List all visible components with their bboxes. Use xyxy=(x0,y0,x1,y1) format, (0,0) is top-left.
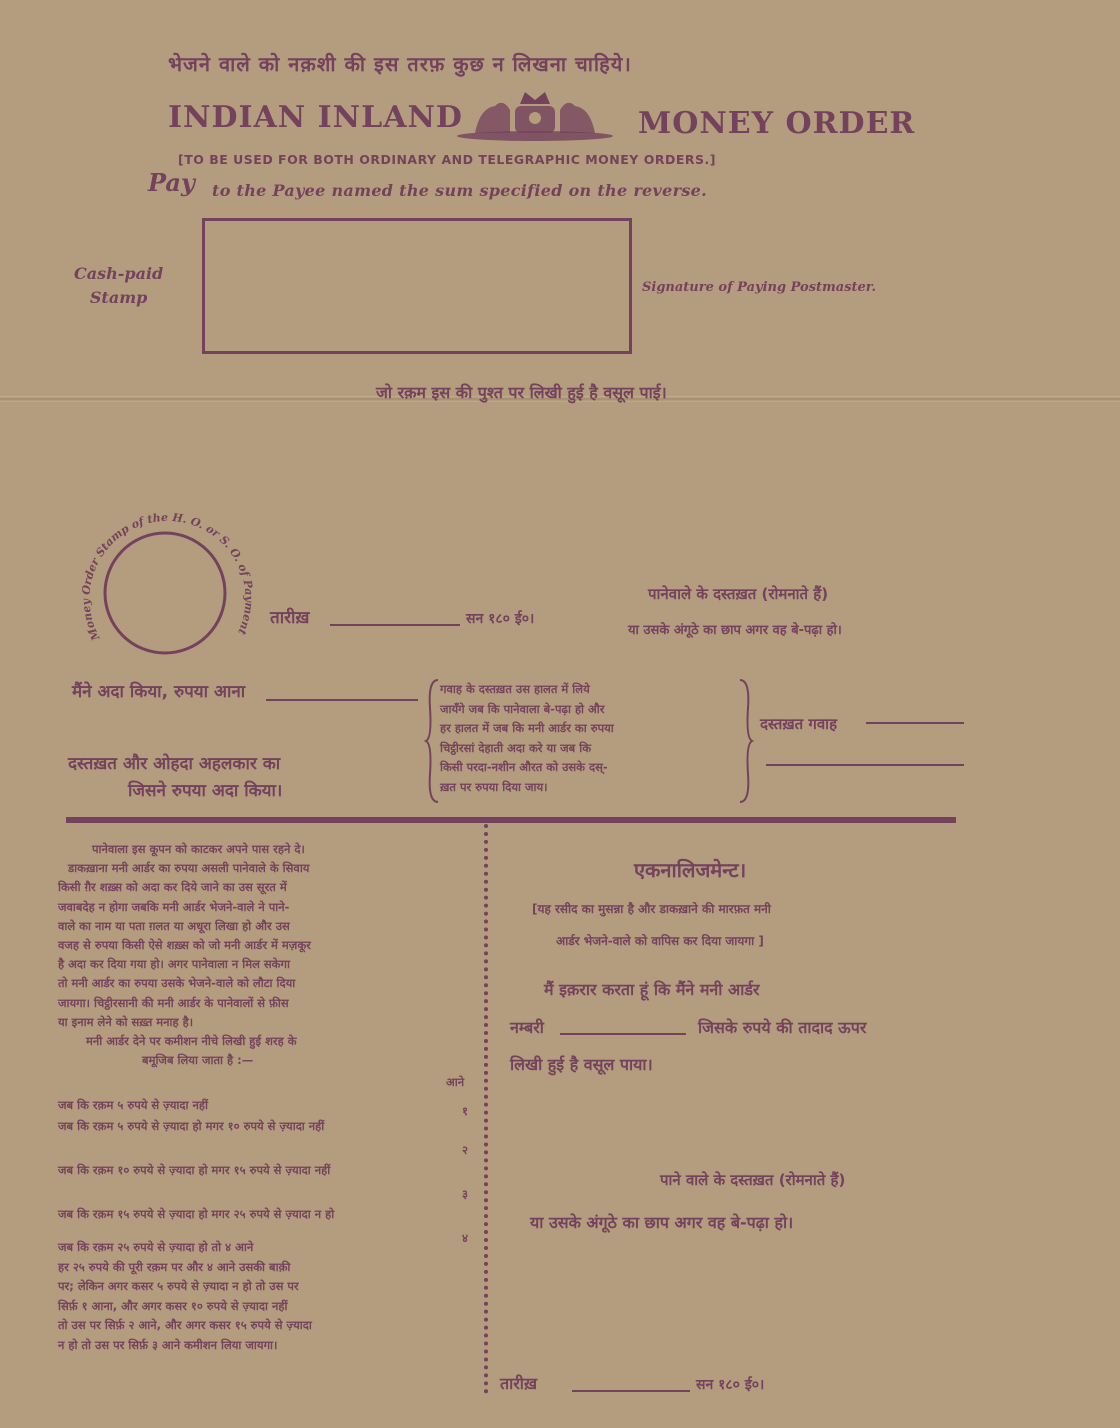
rate-value: ४ xyxy=(462,1231,468,1245)
ack-line3: लिखी हुई है वसूल पाया। xyxy=(510,1055,653,1074)
hindi-receipt: जो रक़म इस की पुश्त पर लिखी हुई है वसूल पाई। xyxy=(376,383,667,402)
rate-footer-line: हर २५ रुपये की पूरी रक़म पर और ४ आने उसकी बाक़ी xyxy=(58,1259,291,1274)
coupon-instructions xyxy=(58,840,311,1070)
official-sign-line1: दस्तख़त और ओहदा अहलकार का xyxy=(68,754,281,774)
ack-payee-sign: पाने वाले के दस्तख़त (रोमनाते हैं) xyxy=(660,1171,846,1189)
subtitle: [TO BE USED FOR BOTH ORDINARY AND TELEGRAPHIC MONEY ORDERS.] xyxy=(178,152,716,167)
ack-number-line[interactable] xyxy=(560,1033,686,1035)
pay-word: Pay xyxy=(148,168,195,197)
rupees-line[interactable] xyxy=(266,699,418,701)
witness-bracket-left xyxy=(424,678,440,804)
ack-note-line1: [यह रसीद का मुसन्ना है और डाकख़ाने की मारफ़त मनी xyxy=(532,902,771,916)
instruction-line: मनी आर्डर देने पर कमीशन नीचे लिखी हुई शरह के xyxy=(86,1034,297,1049)
instruction-line: या इनाम लेने को सख़्त मनाह है। xyxy=(58,1014,194,1029)
ack-date-line[interactable] xyxy=(572,1390,690,1392)
title-right: MONEY ORDER xyxy=(638,106,916,141)
cash-paid-label-line2: Stamp xyxy=(89,288,148,307)
ack-note-line2: आर्डर भेजने-वाले को वापिस कर दिया जायगा ] xyxy=(556,934,764,948)
ack-title: एकनालिजमेन्ट। xyxy=(634,858,747,882)
instruction-line: बमूजिब लिया जाता है :— xyxy=(142,1053,254,1068)
instruction-line: वाले का नाम या पता ग़लत या अधूरा लिखा हो और उस xyxy=(58,918,290,933)
instruction-line: जायगा। चिट्ठीरसानी की मनी आर्डर के पानेवालों से फ़ीस xyxy=(58,995,289,1010)
rate-footer-line: न हो तो उस पर सिर्फ़ ३ आने कमीशन लिया जायगा। xyxy=(58,1337,278,1352)
coupon-separator xyxy=(66,817,956,823)
rate-footer xyxy=(58,1238,312,1355)
pay-text: to the Payee named the sum specified on the reverse. xyxy=(212,181,707,200)
instruction-line: वजह से रुपया किसी ऐसे शख़्स को जो मनी आर्डर में मज़कूर xyxy=(58,938,311,953)
witness-note-line: जायँगे जब कि पानेवाला बे-पढ़ा हो और xyxy=(440,701,605,716)
thumb-note: या उसके अंगूठे का छाप अगर वह बे-पढ़ा हो। xyxy=(628,623,842,638)
instruction-line: है अदा कर दिया गया हो। अगर पानेवाला न मिल सकेगा xyxy=(58,957,290,972)
instruction-line: तो मनी आर्डर का रुपया उसके भेजने-वाले को लौटा दिया xyxy=(58,976,296,991)
rate-text: जब कि रक़म १५ रुपये से ज़्यादा हो मगर २५ रुपये से ज़्यादा न हो xyxy=(58,1207,335,1221)
ack-year-label: सन १८० ई०। xyxy=(696,1377,765,1393)
cash-paid-label-line1: Cash-paid xyxy=(74,264,164,283)
ack-thumb: या उसके अंगूठे का छाप अगर वह बे-पढ़ा हो। xyxy=(530,1213,794,1232)
witness-note-line: गवाह के दस्तख़त उस हालत में लिये xyxy=(440,682,590,696)
rate-row xyxy=(58,1096,468,1117)
witness-note-line: ख़त पर रुपया दिया जाय। xyxy=(440,779,548,794)
instruction-line: पानेवाला इस कूपन को काटकर अपने पास रहने दे। xyxy=(92,842,305,856)
office-stamp-circle[interactable] xyxy=(60,488,270,698)
rate-footer-line: तो उस पर सिर्फ़ २ आने, और अगर कसर १५ रुपये से ज़्यादा xyxy=(58,1318,312,1332)
cash-paid-label xyxy=(74,262,163,310)
paid-line: मैंने अदा किया, रुपया आना xyxy=(72,682,246,702)
ack-line1: मैं इक़रार करता हूं कि मैंने मनी आर्डर xyxy=(544,980,760,999)
witness-bracket-right xyxy=(738,678,754,804)
rate-value: ३ xyxy=(462,1187,468,1201)
hindi-notice: भेजने वाले को नक़शी की इस तरफ़ कुछ न लिखना चाहिये। xyxy=(168,52,632,76)
rate-header: आने xyxy=(446,1075,465,1089)
payee-signature-label: पानेवाले के दस्तख़त (रोमनाते हैं) xyxy=(648,585,829,603)
witness-note xyxy=(440,680,614,797)
witness-note-line: हर हालत में जब कि मनी आर्डर का रुपया xyxy=(440,721,614,735)
rate-footer-line: सिर्फ़ १ आना, और अगर कसर १० रुपये से ज़्यादा नहीं xyxy=(58,1298,288,1313)
signature-label: Signature of Paying Postmaster. xyxy=(642,280,876,295)
date-label: तारीख़ xyxy=(270,608,310,628)
rate-footer-line: पर; लेकिन अगर कसर ५ रुपये से ज़्यादा न हो तो उस पर xyxy=(58,1279,299,1293)
witness-line-1[interactable] xyxy=(866,722,964,724)
rate-table xyxy=(58,1096,468,1249)
date-line[interactable] xyxy=(330,624,460,626)
ack-date-label: तारीख़ xyxy=(500,1374,538,1393)
coupon-dotted-divider xyxy=(484,824,488,1394)
instruction-line: डाकख़ाना मनी आर्डर का रुपया असली पानेवाले के सिवाय xyxy=(68,861,310,876)
year-label: सन १८० ई०। xyxy=(466,611,535,627)
ack-line2b: जिसके रुपये की तादाद ऊपर xyxy=(698,1018,867,1037)
witness-note-line: चिट्ठीरसां देहाती अदा करे या जब कि xyxy=(440,740,592,755)
cash-paid-stamp-box[interactable] xyxy=(202,218,632,354)
royal-crest-icon xyxy=(455,88,615,143)
title-left: INDIAN INLAND xyxy=(168,100,463,135)
witness-signature-label: दस्तख़त गवाह xyxy=(760,715,838,733)
instruction-line: जवाबदेह न होगा जबकि मनी आर्डर भेजने-वाले ने पाने- xyxy=(58,899,290,914)
rate-value: २ xyxy=(462,1143,468,1157)
rate-footer-line: जब कि रक़म २५ रुपये से ज़्यादा हो तो ४ आने xyxy=(58,1240,254,1254)
rate-text: जब कि रक़म ५ रुपये से ज़्यादा हो मगर १० रुपये से ज़्यादा नहीं xyxy=(58,1119,325,1133)
ack-line2a: नम्बरी xyxy=(510,1018,544,1037)
instruction-line: किसी ग़ैर शख़्स को अदा कर दिये जाने का उस सूरत में xyxy=(58,880,287,895)
witness-note-line: किसी परदा-नशीन औरत को उसके दस्- xyxy=(440,760,608,774)
rate-text: जब कि रक़म १० रुपये से ज़्यादा हो मगर १५ रुपये से ज़्यादा नहीं xyxy=(58,1163,331,1177)
rate-text: जब कि रक़म ५ रुपये से ज़्यादा नहीं xyxy=(58,1098,208,1112)
circle-caption: Money Order Stamp of the H. O. or S. O. of Payment xyxy=(79,510,256,643)
rate-value: १ xyxy=(462,1104,468,1118)
official-sign-line2: जिसने रुपया अदा किया। xyxy=(128,781,283,801)
witness-line-2[interactable] xyxy=(766,764,964,766)
rate-row xyxy=(58,1117,468,1161)
rate-row xyxy=(58,1161,468,1205)
